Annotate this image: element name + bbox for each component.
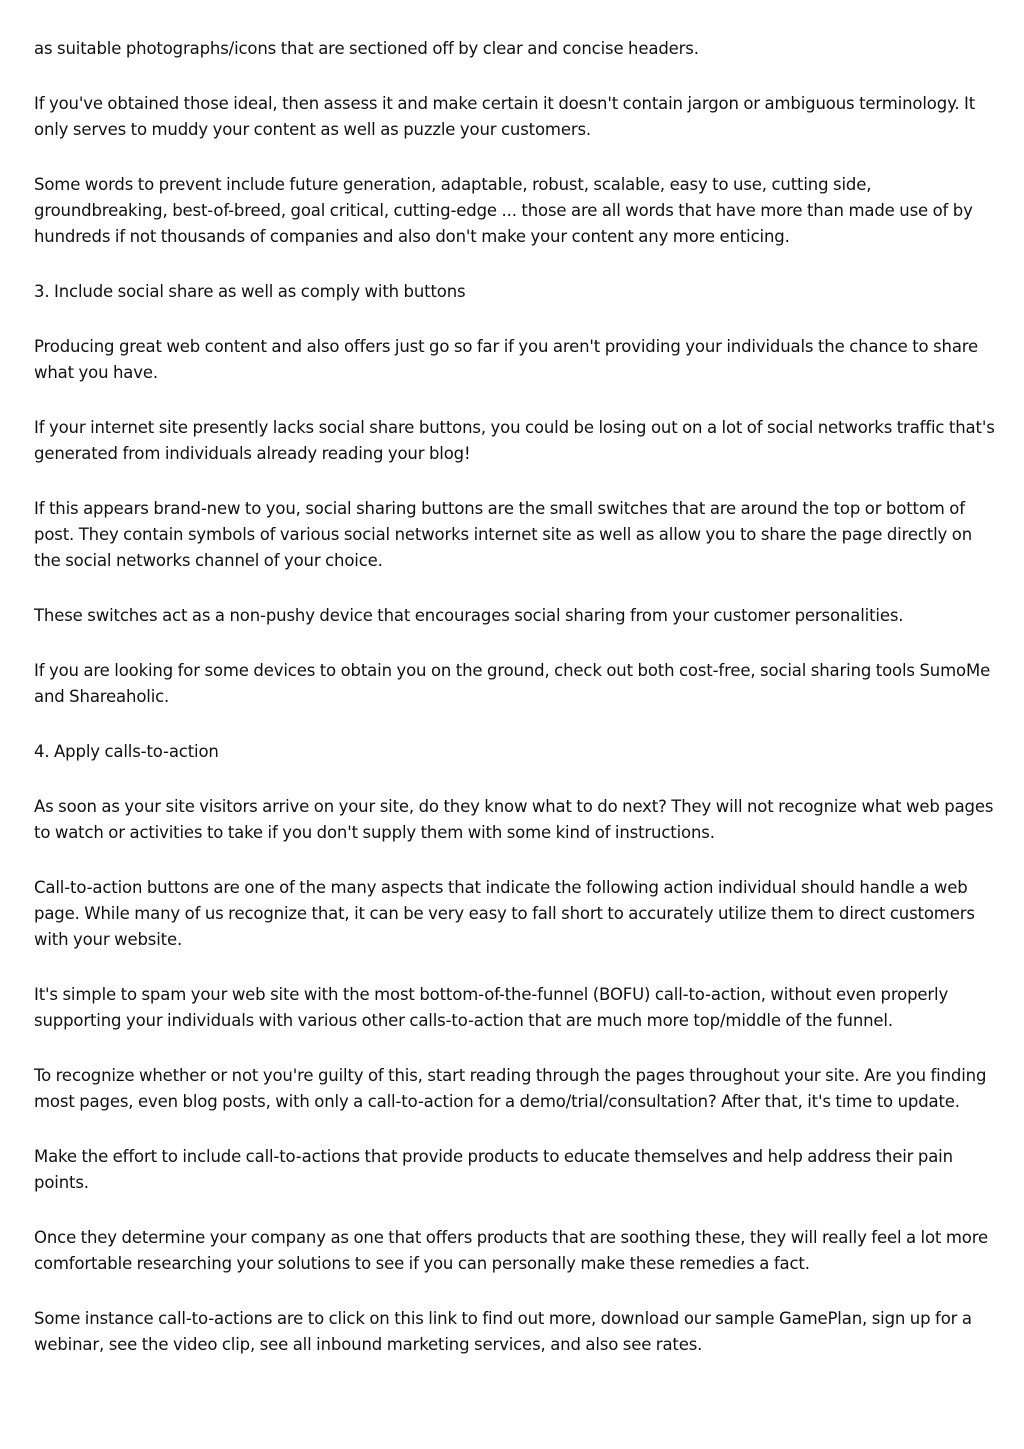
paragraph-sharing-tools: If you are looking for some devices to obtain you on the ground, check out both cost-free, social sharing tools SumoMe and Shareaholic. <box>34 661 991 706</box>
paragraph-educate-products: Make the effort to include call-to-actions that provide products to educate themselves and help address their pain points. <box>34 1147 953 1192</box>
paragraph-avoid-jargon: If you've obtained those ideal, then assess it and make certain it doesn't contain jargon or ambiguous terminology. It only serves to muddy your content as well as puzzle your customers. <box>34 94 976 139</box>
document-page <box>34 36 996 1387</box>
paragraph-lacks-share-buttons: If your internet site presently lacks social share buttons, you could be losing out on a lot of social networks traffic that's generated from individuals already reading your blog! <box>34 418 995 463</box>
paragraph-continued-intro: as suitable photographs/icons that are sectioned off by clear and concise headers. <box>34 39 699 58</box>
paragraph-guilty-check: To recognize whether or not you're guilty of this, start reading through the pages throughout your site. Are you finding most pages, even blog posts, with only a call-to-action for a demo/trial/consultation? After that, it's time to update. <box>34 1066 987 1111</box>
paragraph-non-pushy-device: These switches act as a non-pushy device that encourages social sharing from your customer personalities. <box>34 606 904 625</box>
paragraph-cta-examples: Some instance call-to-actions are to click on this link to find out more, download our sample GamePlan, sign up for a webinar, see the video clip, see all inbound marketing services, and also see rates. <box>34 1309 972 1354</box>
paragraph-great-content: Producing great web content and also offers just go so far if you aren't providing your individuals the chance to share what you have. <box>34 337 979 382</box>
paragraph-bofu-spam: It's simple to spam your web site with the most bottom-of-the-funnel (BOFU) call-to-action, without even properly supporting your individuals with various other calls-to-action that are much more top/middle of the funnel. <box>34 985 949 1030</box>
paragraph-visitors-next-step: As soon as your site visitors arrive on your site, do they know what to do next? They will not recognize what web pages to watch or activities to take if you don't supply them with some kind of instructions. <box>34 797 994 842</box>
paragraph-share-buttons-explained: If this appears brand-new to you, social sharing buttons are the small switches that are around the top or bottom of post. They contain symbols of various social networks internet site as well as allow you to share the page directly on the social networks channel of your choice. <box>34 499 973 570</box>
section-heading-calls-to-action: 4. Apply calls-to-action <box>34 742 219 761</box>
paragraph-words-to-avoid: Some words to prevent include future generation, adaptable, robust, scalable, easy to use, cutting side, groundbreaking, best-of-breed, goal critical, cutting-edge ... those are all words that have more than made use of by hundreds if not thousands of companies and also don't make your content any more enticing. <box>34 175 973 246</box>
paragraph-cta-buttons: Call-to-action buttons are one of the many aspects that indicate the following action individual should handle a web page. While many of us recognize that, it can be very easy to fall short to accurately utilize them to direct customers with your website. <box>34 878 975 949</box>
section-heading-social-share: 3. Include social share as well as comply with buttons <box>34 282 466 301</box>
paragraph-comfortable-researching: Once they determine your company as one that offers products that are soothing these, they will really feel a lot more comfortable researching your solutions to see if you can personally make these remedies a fact. <box>34 1228 988 1273</box>
